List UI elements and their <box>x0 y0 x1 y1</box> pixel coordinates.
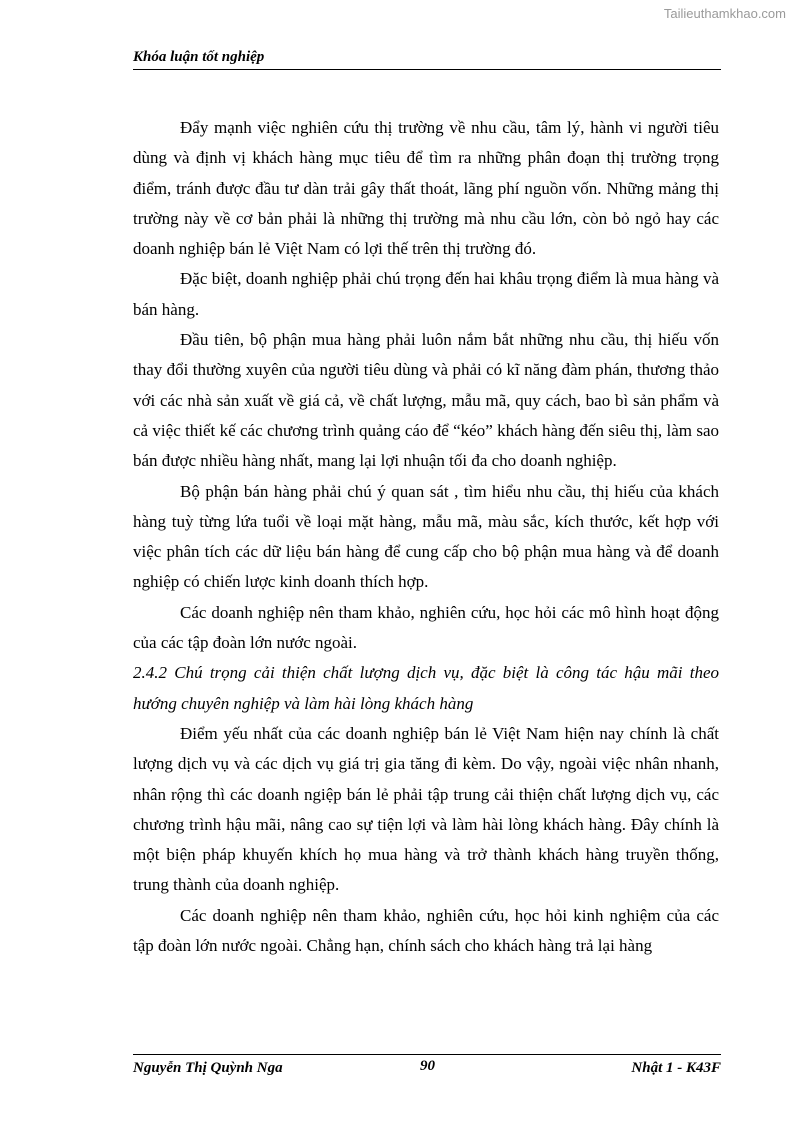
footer-author: Nguyễn Thị Quỳnh Nga <box>133 1060 283 1076</box>
section-heading: 2.4.2 Chú trọng cải thiện chất lượng dịch vụ, đặc biệt là công tác hậu mãi theo hướng chuyên nghiệp và làm hài lòng khách hàng <box>133 663 719 713</box>
footer-class-code: Nhật 1 - K43F <box>631 1060 721 1076</box>
paragraph: Đặc biệt, doanh nghiệp phải chú trọng đến hai khâu trọng điểm là mua hàng và bán hàng. <box>133 269 719 319</box>
document-body <box>133 113 719 961</box>
paragraph: Các doanh nghiệp nên tham khảo, nghiên cứu, học hỏi các mô hình hoạt động của các tập đoàn lớn nước ngoài. <box>133 602 719 653</box>
page-number: 90 <box>420 1058 435 1074</box>
watermark: Tailieuthamkhao.com <box>663 6 786 21</box>
page-header <box>133 49 721 70</box>
header-title: Khóa luận tốt nghiệp <box>133 49 265 65</box>
paragraph: Đẩy mạnh việc nghiên cứu thị trường về nhu cầu, tâm lý, hành vi người tiêu dùng và định vị khách hàng mục tiêu để tìm ra những phân đoạn thị trường trọng điểm, tránh được đầu tư dàn trải gây thất thoát, lãng phí nguồn vốn. Những mảng thị trường này về cơ bản phải là những thị trường mà nhu cầu lớn, còn bỏ ngỏ hay các doanh nghiệp bán lẻ Việt Nam có lợi thế trên thị trường đó. <box>133 118 719 259</box>
paragraph: Điểm yếu nhất của các doanh nghiệp bán lẻ Việt Nam hiện nay chính là chất lượng dịch vụ và các dịch vụ giá trị gia tăng đi kèm. Do vậy, ngoài việc nhân nhanh, nhân rộng thì các doanh ngiệp bán lẻ phải tập trung cải thiện chất lượng dịch vụ, các chương trình hậu mãi, nâng cao sự tiện lợi và làm hài lòng khách hàng. Đây chính là một biện pháp khuyến khích họ mua hàng và trở thành khách hàng truyền thống, trung thành của doanh nghiệp. <box>133 723 719 895</box>
page-footer <box>133 1054 721 1077</box>
paragraph: Các doanh nghiệp nên tham khảo, nghiên cứu, học hỏi kinh nghiệm của các tập đoàn lớn nước ngoài. Chẳng hạn, chính sách cho khách hàng trả lại hàng <box>133 905 719 956</box>
paragraph: Đầu tiên, bộ phận mua hàng phải luôn nắm bắt những nhu cầu, thị hiếu vốn thay đổi thường xuyên của người tiêu dùng và phải có kĩ năng đàm phán, thương thảo với các nhà sản xuất về giá cả, về chất lượng, mẫu mã, quy cách, bao bì sản phẩm và cả việc thiết kế các chương trình quảng cáo để “kéo” khách hàng đến siêu thị, làm sao bán được nhiều hàng nhất, mang lại lợi nhuận tối đa cho doanh nghiệp. <box>133 330 719 471</box>
paragraph: Bộ phận bán hàng phải chú ý quan sát , tìm hiểu nhu cầu, thị hiếu của khách hàng tuỳ từng lứa tuổi về loại mặt hàng, mẫu mã, màu sắc, kích thước, kết hợp với việc phân tích các dữ liệu bán hàng để cung cấp cho bộ phận mua hàng và để doanh nghiệp có chiến lược kinh doanh thích hợp. <box>133 481 719 592</box>
